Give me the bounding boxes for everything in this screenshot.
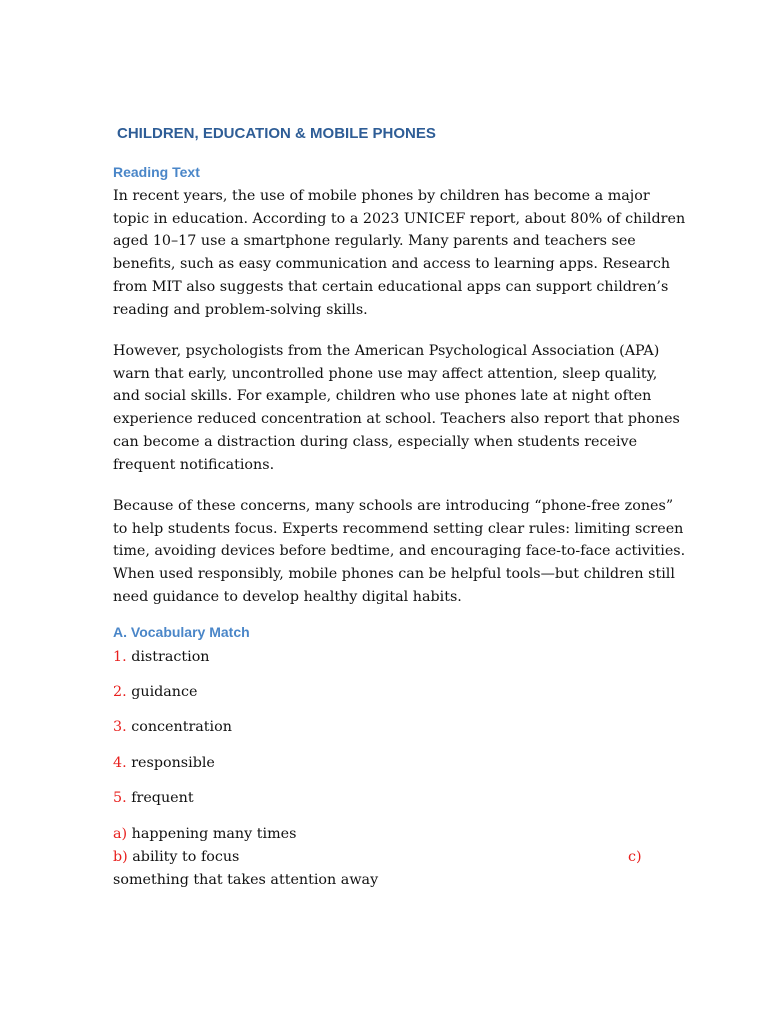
vocab-item-number: 4. [113,755,127,771]
vocab-item-number: 5. [113,790,127,806]
paragraph-3 [113,495,686,609]
definition-letter-c [628,847,642,867]
paragraph-line: warn that early, uncontrolled phone use may affect attention, sleep quality, [113,365,658,382]
paragraph-line: can become a distraction during class, especially when students receive [113,433,638,450]
definition-text-c: something that takes attention away [113,872,379,888]
vocab-item-number: 1. [113,649,127,665]
vocab-item-word: guidance [131,684,198,700]
definition-item [113,847,239,867]
paragraph-line: to help students focus. Experts recommend setting clear rules: limiting screen [113,520,684,537]
vocab-item-word: distraction [131,649,210,665]
paragraph-line: Because of these concerns, many schools are introducing “phone-free zones” [113,498,674,514]
vocab-item-number: 3. [113,719,127,735]
paragraph-line: reading and problem-solving skills. [113,301,368,318]
paragraph-line: aged 10–17 use a smartphone regularly. Many parents and teachers see [113,233,636,250]
vocabulary-match-heading: A. Vocabulary Match [113,624,250,640]
paragraph-line: When used responsibly, mobile phones can be helpful tools—but children still [113,566,675,583]
paragraph-line: time, avoiding devices before bedtime, and encouraging face-to-face activities. [113,543,686,560]
definition-letter: c) [628,849,642,865]
vocab-item-number: 2. [113,684,127,700]
paragraph-line: need guidance to develop healthy digital habits. [113,588,462,605]
vocab-item-word: frequent [131,790,194,806]
paragraph-line: benefits, such as easy communication and access to learning apps. Research [113,256,671,273]
paragraph-line: In recent years, the use of mobile phones by children has become a major [113,188,650,204]
vocab-item [113,753,215,773]
paragraph-line: from MIT also suggests that certain educational apps can support children’s [113,278,669,295]
paragraph-1 [113,185,686,321]
paragraph-line: topic in education. According to a 2023 UNICEF report, about 80% of children [113,210,686,227]
definition-item [113,824,296,844]
paragraph-line: frequent notifications. [113,456,275,473]
vocab-item [113,647,210,667]
paragraph-line: and social skills. For example, children who use phones late at night often [113,388,652,405]
vocab-item [113,682,198,702]
definition-text: ability to focus [132,849,240,865]
reading-text-heading: Reading Text [113,164,200,180]
definition-letter: b) [113,849,128,865]
definition-text: happening many times [131,826,297,842]
vocab-item [113,788,194,808]
vocab-item [113,717,232,737]
vocab-item-word: concentration [131,719,232,735]
document-title: CHILDREN, EDUCATION & MOBILE PHONES [117,125,436,142]
paragraph-line: experience reduced concentration at school. Teachers also report that phones [113,411,680,428]
paragraph-2 [113,340,680,476]
definition-letter: a) [113,826,128,842]
vocab-item-word: responsible [131,755,215,771]
paragraph-line: However, psychologists from the American Psychological Association (APA) [113,343,660,359]
